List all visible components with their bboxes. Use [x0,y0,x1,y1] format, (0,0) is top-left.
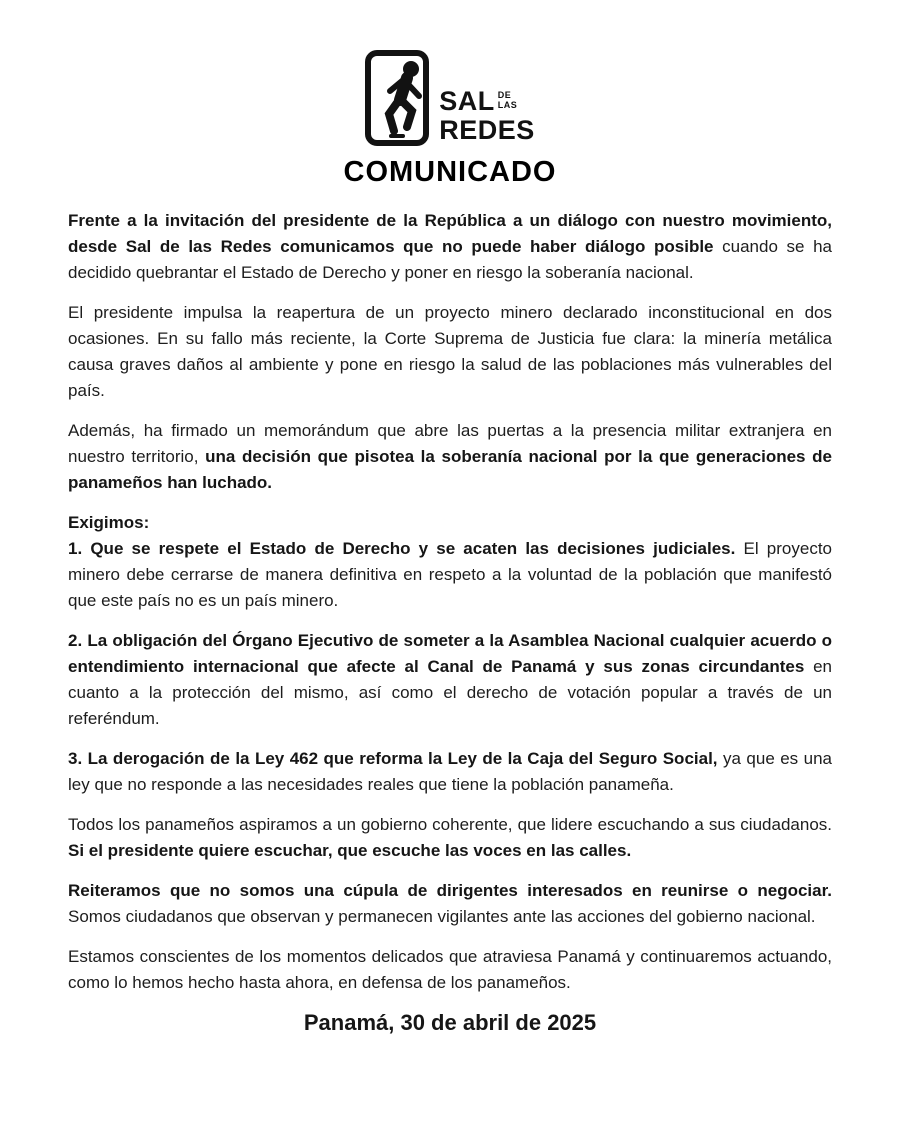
logo-text-de-las [498,90,518,110]
paragraph-demand-1: 1. Que se respete el Estado de Derecho y se acaten las decisiones judiciales. El proyecto minero debe cerrarse de manera definitiva en respeto a la voluntad de la población que manifestó que este país no es un país minero. [68,539,832,610]
paragraph-demand-3: 3. La derogación de la Ley 462 que reforma la Ley de la Caja del Seguro Social, ya que es una ley que no responde a las necesidades reales que tiene la población panameña. [68,749,833,794]
document-footer [0,1010,900,1036]
paragraph-demands-heading: Exigimos: [68,513,150,532]
date-line: Panamá, 30 de abril de 2025 [303,1010,597,1035]
logo-text-redes: REDES [439,115,535,145]
paragraph-demand-2: 2. La obligación del Órgano Ejecutivo de someter a la Asamblea Nacional cualquier acuerdo o entendimiento internacional que afecte al Canal de Panamá y sus zonas circundantes en cuanto a la protección del mismo, así como el derecho de votación popular a través de un referéndum. [68,631,832,728]
paragraph-intro: Frente a la invitación del presidente de la República a un diálogo con nuestro movimiento, desde Sal de las Redes comunicamos que no puede haber diálogo posible cuando se ha decidido quebrantar el Estado de Derecho y poner en riesgo la soberanía nacional. [68,211,832,282]
page-title: COMUNICADO [343,156,557,188]
logo-text-sal: SAL [439,86,495,116]
paragraph-closing: Estamos conscientes de los momentos delicados que atraviesa Panamá y continuaremos actuando, como lo hemos hecho hasta ahora, en defensa de los panameños. [68,947,832,992]
logo-wordmark-row1 [439,88,535,115]
phone-person-icon [365,50,435,146]
paragraph-mining: El presidente impulsa la reapertura de un proyecto minero declarado inconstitucional en dos ocasiones. En su fallo más reciente, la Corte Suprema de Justicia fue clara: la minería metálica causa graves daños al ambiente y pone en riesgo la salud de las poblaciones más vulnerables del país. [68,303,832,400]
logo-wordmark [439,88,535,144]
logo-text-las: LAS [497,100,518,110]
paragraph-memorandum: Además, ha firmado un memorándum que abre las puertas a la presencia militar extranjera en nuestro territorio, una decisión que pisotea la soberanía nacional por la que generaciones de panameños han luchado. [68,421,832,492]
logo [0,0,900,146]
paragraph-government: Todos los panameños aspiramos a un gobierno coherente, que lidere escuchando a sus ciudadanos. Si el presidente quiere escuchar, que escuche las voces en las calles. [68,815,832,860]
logo-text-de: DE [497,90,512,100]
document-body [0,208,900,996]
paragraph-reiteration: Reiteramos que no somos una cúpula de dirigentes interesados en reunirse o negociar. Somos ciudadanos que observan y permanecen vigilantes ante las acciones del gobierno nacional. [68,881,832,926]
